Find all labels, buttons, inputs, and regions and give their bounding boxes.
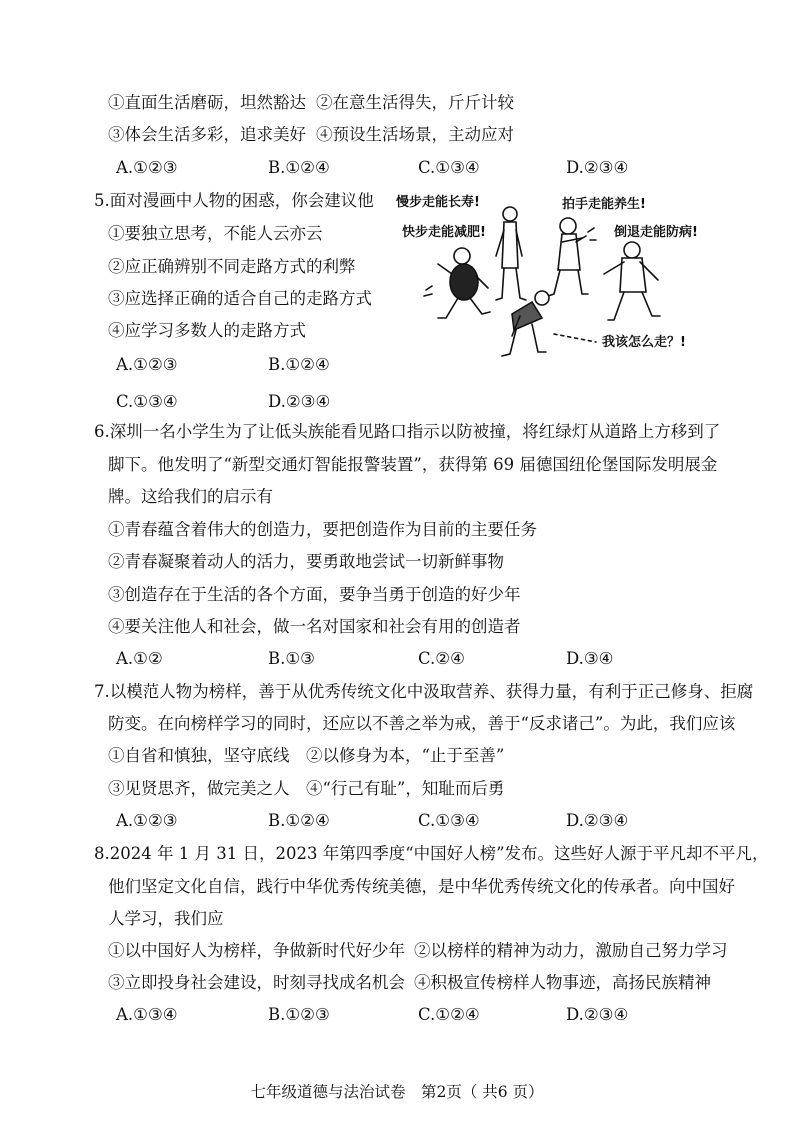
q7-option-c: C.①③④ — [418, 811, 480, 830]
cartoon-bubble-fast: 快步走能减肥! — [402, 225, 486, 240]
q8-item-4: ④积极宣传榜样人物事迹，高扬民族精神 — [414, 973, 711, 992]
q4-option-c: C.①③④ — [418, 158, 480, 177]
fast-walker-figure — [424, 248, 490, 318]
q5-item-4: ④应学习多数人的走路方式 — [108, 321, 306, 340]
q6-option-c: C.②④ — [418, 649, 465, 668]
q6-stem-line-1: 6.深圳一名小学生为了让低头族能看见路口指示以防被撞，将红绿灯从道路上方移到了 — [94, 422, 721, 441]
q6-option-a: A.①② — [116, 649, 163, 668]
q8-item-3: ③立即投身社会建设，时刻寻找成名机会 — [108, 973, 405, 992]
q5-item-1: ①要独立思考，不能人云亦云 — [108, 224, 323, 243]
q5-option-d: D.②③④ — [268, 392, 331, 411]
q8-stem-line-2: 他们坚定文化自信，践行中华优秀传统美德，是中华优秀传统文化的传承者。向中国好 — [108, 877, 735, 896]
q5-stem: 5.面对漫画中人物的困惑，你会建议他 — [94, 191, 374, 210]
q5-option-b: B.①②④ — [268, 355, 330, 374]
q7-item-2: ②以修身为本，“止于至善” — [306, 746, 505, 765]
cartoon-bubble-slow: 慢步走能长寿! — [396, 195, 480, 210]
q7-item-3: ③见贤思齐，做完美之人 — [108, 779, 290, 798]
q7-item-4: ④“行己有耻”，知耻而后勇 — [306, 779, 505, 798]
q8-option-d: D.②③④ — [566, 1005, 629, 1024]
q4-option-d: D.②③④ — [566, 158, 629, 177]
q6-option-b: B.①③ — [268, 649, 315, 668]
q6-stem-line-3: 牌。这给我们的启示有 — [108, 487, 273, 506]
q5-item-2: ②应正确辨别不同走路方式的利弊 — [108, 257, 356, 276]
q6-item-4: ④要关注他人和社会，做一名对国家和社会有用的创造者 — [108, 617, 521, 636]
q8-item-2: ②以榜样的精神为动力，激励自己努力学习 — [414, 941, 728, 960]
q4-item-2: ②在意生活得失，斤斤计较 — [316, 93, 514, 112]
q8-option-a: A.①③④ — [116, 1005, 178, 1024]
q8-stem-line-3: 人学习，我们应 — [108, 909, 224, 928]
slow-walker-figure — [496, 207, 526, 300]
q6-item-2: ②青春凝聚着动人的活力，要勇敢地尝试一切新鲜事物 — [108, 552, 504, 571]
q6-item-1: ①青春蕴含着伟大的创造力，要把创造作为目前的主要任务 — [108, 520, 537, 539]
q4-option-b: B.①②④ — [268, 158, 330, 177]
q7-stem-line-1: 7.以模范人物为榜样，善于从优秀传统文化中汲取营养、获得力量，有利于正己修身、拒腐 — [94, 682, 754, 701]
q7-option-d: D.②③④ — [566, 811, 629, 830]
cartoon-bubble-backward: 倒退走能防病! — [614, 225, 698, 240]
q6-item-3: ③创造存在于生活的各个方面，要争当勇于创造的好少年 — [108, 585, 521, 604]
q4-item-1: ①直面生活磨砺，坦然豁达 — [108, 93, 306, 112]
q6-option-d: D.③④ — [566, 649, 614, 668]
q7-option-b: B.①②④ — [268, 811, 330, 830]
page-footer: 七年级道德与法治试卷 第2页（ 共6 页） — [250, 1083, 544, 1101]
q5-item-3: ③应选择正确的适合自己的走路方式 — [108, 289, 372, 308]
q8-stem-line-1: 8.2024 年 1 月 31 日，2023 年第四季度“中国好人榜”发布。这些好人源于平凡却不平凡， — [94, 844, 769, 863]
confused-man-figure — [502, 291, 596, 356]
q8-item-1: ①以中国好人为榜样，争做新时代好少年 — [108, 941, 405, 960]
q4-item-3: ③体会生活多彩，追求美好 — [108, 125, 306, 144]
q7-item-1: ①自省和慎独，坚守底线 — [108, 746, 290, 765]
q6-stem-line-2: 脚下。他发明了“新型交通灯智能报警装置”，获得第 69 届德国纽伦堡国际发明展金 — [108, 455, 718, 474]
q7-option-a: A.①②③ — [116, 811, 178, 830]
backward-walker-figure — [604, 242, 660, 320]
q7-stem-line-2: 防变。在向榜样学习的同时，还应以不善之举为戒，善于“反求诸己”。为此，我们应该 — [108, 714, 736, 733]
q5-option-c: C.①③④ — [116, 392, 178, 411]
cartoon-bubble-confused: 我该怎么走？! — [602, 335, 686, 350]
cartoon-bubble-clap: 拍手走能养生! — [562, 197, 646, 212]
q8-option-c: C.①②④ — [418, 1005, 480, 1024]
clapping-walker-figure — [548, 218, 596, 296]
q4-option-a: A.①②③ — [116, 158, 178, 177]
walking-cartoon — [392, 186, 710, 362]
q4-item-4: ④预设生活场景，主动应对 — [316, 125, 514, 144]
q5-option-a: A.①②③ — [116, 355, 178, 374]
q8-option-b: B.①②③ — [268, 1005, 330, 1024]
